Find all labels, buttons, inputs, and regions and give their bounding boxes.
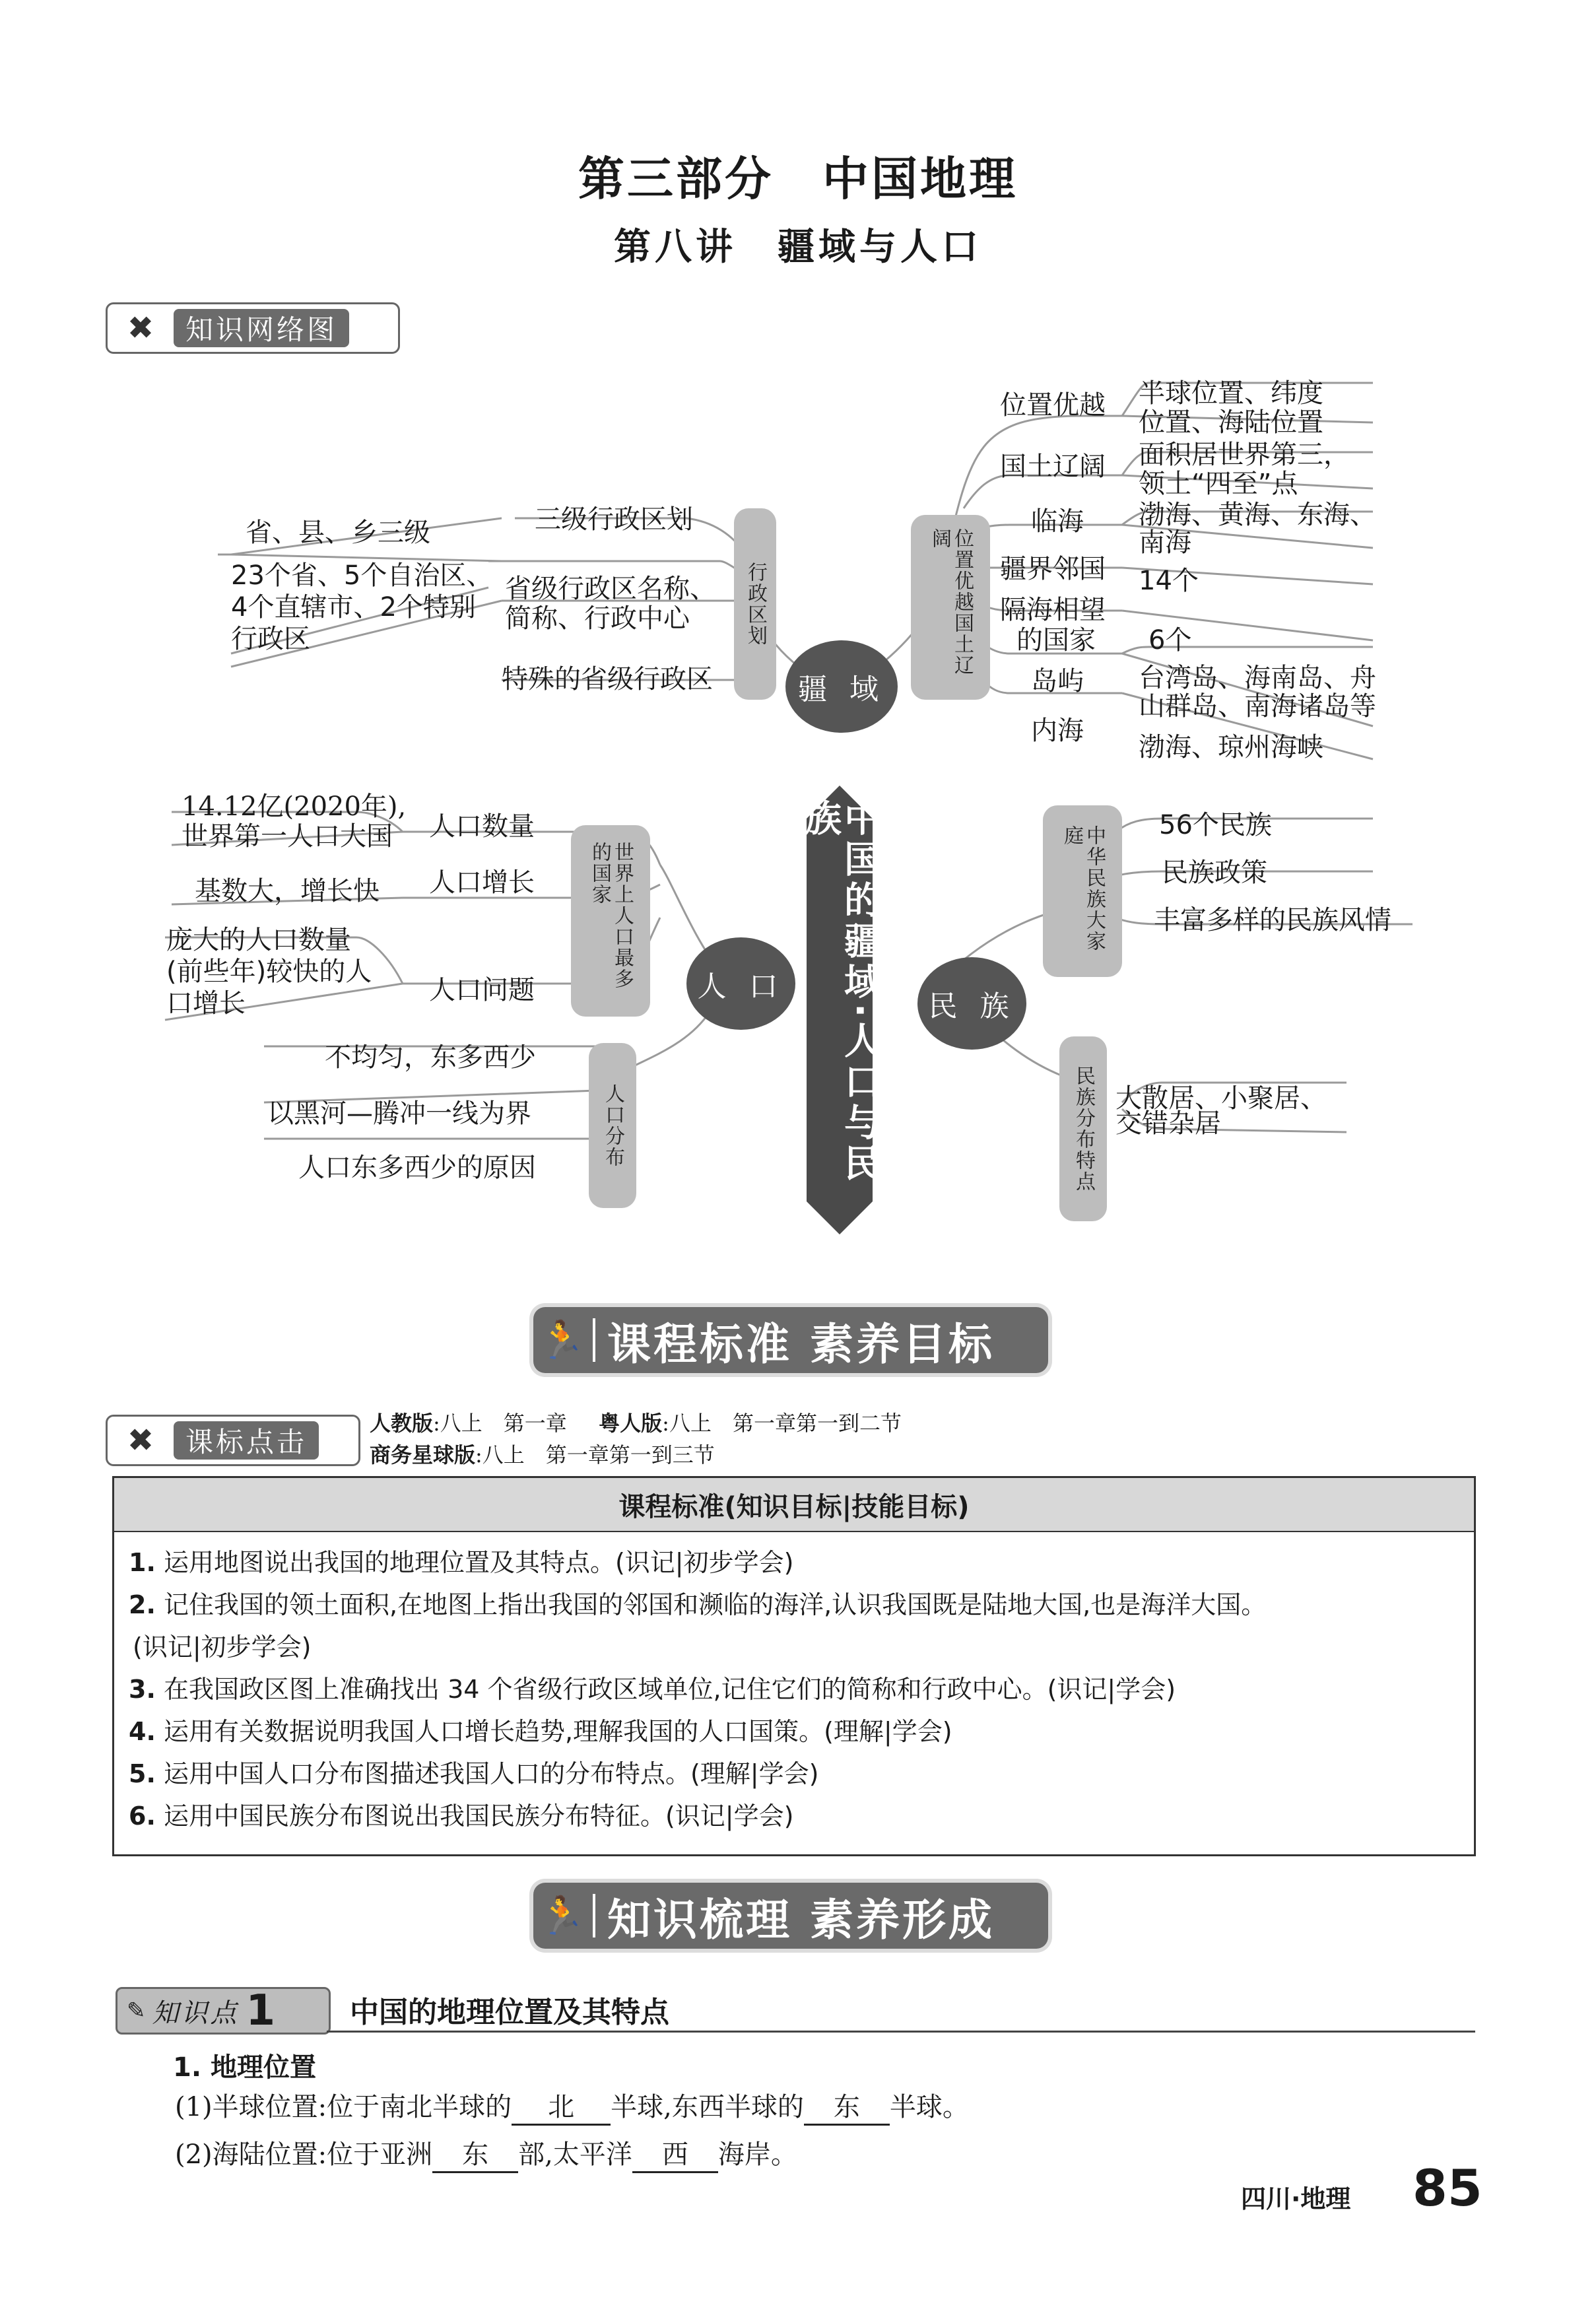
course-standards-box [112,1476,1476,1856]
branch-population-distribution: 人口分布 [589,1043,636,1208]
pencil-icon: ✎ [127,1998,146,2024]
lecture-title: 第八讲 疆域与人口 [614,226,982,269]
position-item: 国土辽阔 [1000,452,1106,482]
divider [327,2031,1475,2033]
standards-box-header: 课程标准(知识目标|技能目标) [114,1478,1474,1532]
branch-population-world: 世界上人口最多的国家 [571,825,650,1017]
standard-item: 2. 记住我国的领土面积,在地图上指出我国的邻国和濒临的海洋,认识我国既是陆地大国,也是海洋大国。 [129,1590,1267,1619]
population-detail: 基数大，增长快 [195,876,380,906]
branch-admin: 行政区划 [734,508,776,700]
subsection-title: 1. 地理位置 [173,2052,316,2083]
admin-item: 特殊的省级行政区 [502,664,713,694]
ethnic-item: 56个民族 [1159,810,1272,840]
hub-ethnic: 民 族 [917,957,1026,1050]
position-item: 临海 [1031,506,1084,537]
branch-ethnic-distribution: 民族分布特点 [1059,1036,1107,1221]
branch-position: 位置优越国土辽阔 [911,515,990,700]
position-item: 疆界邻国 [1000,554,1106,584]
hub-territory: 疆 域 [785,640,898,733]
position-detail: 半球位置、纬度 [1139,378,1323,409]
ethnic-item: 民族政策 [1162,858,1267,888]
cross-icon: ✖ [127,1422,154,1459]
position-item: 位置优越 [1000,390,1106,421]
branch-ethnic-family: 中华民族大家庭 [1043,805,1122,977]
population-distribution-item: 人口东多西少的原因 [298,1153,536,1183]
center-topic: 中国的疆域·人口与民族 [799,799,881,1186]
fill-line-hemisphere: (1)半球位置:位于南北半球的 北 半球,东西半球的 东 半球。 [175,2086,969,2126]
knowledge-network-tag [106,302,400,354]
population-item: 人口数量 [429,811,535,842]
standard-item: (识记|初步学会) [133,1633,312,1662]
standard-item: 3. 在我国政区图上准确找出 34 个省级行政区域单位,记住它们的简称和行政中心。(识记|学会) [129,1675,1176,1704]
position-item: 隔海相望 [1000,595,1106,625]
population-item: 人口问题 [429,975,535,1005]
population-detail: 庞大的人口数量 [166,925,351,955]
tag-label: 课标点击 [174,1421,319,1460]
admin-item: 三级行政区划 [535,504,693,535]
stairs-icon: 🏃 [533,1894,595,1937]
part-title: 第三部分 中国地理 [578,151,1018,206]
admin-item: 省级行政区名称、 [505,574,716,604]
answer-blank[interactable]: 北 [512,2086,611,2126]
knowledge-point-tag: ✎ 知识点 1 [116,1987,331,2035]
position-detail: 6个 [1148,625,1192,656]
standard-item: 4. 运用有关数据说明我国人口增长趋势,理解我国的人口国策。(理解|学会) [129,1717,952,1746]
population-detail: 14.12亿(2020年), [182,791,407,822]
position-detail: 山群岛、南海诸岛等 [1139,691,1376,722]
population-distribution-item: 不均匀，东多西少 [325,1042,536,1073]
standards-tag [106,1415,360,1466]
position-detail: 台湾岛、海南岛、舟 [1139,663,1376,693]
admin-detail: 省、县、乡三级 [246,518,430,548]
footer-region: 四川·地理 [1241,2184,1351,2213]
ethnic-distribution-detail: 交错杂居 [1115,1108,1221,1139]
fill-line-land-sea: (2)海陆位置:位于亚洲 东 部,太平洋 西 海岸。 [175,2134,797,2173]
ethnic-distribution-detail: 大散居、小聚居、 [1115,1083,1327,1114]
standard-item: 5. 运用中国人口分布图描述我国人口的分布特点。(理解|学会) [129,1759,819,1788]
answer-blank[interactable]: 西 [632,2134,718,2173]
position-item: 的国家 [1016,625,1096,656]
answer-blank[interactable]: 东 [804,2086,890,2126]
tag-label: 知识网络图 [174,309,349,347]
edition-info: 人教版:八上 第一章 粤人版:八上 第一章第一到二节 商务星球版:八上 第一章第一到三节 [370,1411,902,1467]
standard-item: 1. 运用地图说出我国的地理位置及其特点。(识记|初步学会) [129,1548,794,1577]
standards-list [114,1532,1474,1837]
position-detail: 领土“四至”点 [1139,469,1298,499]
position-detail: 渤海、琼州海峡 [1139,732,1323,762]
population-detail: (前些年)较快的人 [166,957,372,987]
position-detail: 面积居世界第三， [1139,440,1350,470]
banner-knowledge-review: 🏃 知识梳理 素养形成 [533,1883,1048,1949]
admin-item: 简称、行政中心 [505,603,690,634]
knowledge-point-title: 中国的地理位置及其特点 [350,1996,669,2029]
mind-map [0,356,1596,1281]
ethnic-item: 丰富多样的民族风情 [1154,905,1391,935]
answer-blank[interactable]: 东 [432,2134,518,2173]
position-detail: 14个 [1139,566,1199,596]
population-item: 人口增长 [429,867,535,898]
position-item: 岛屿 [1031,666,1084,696]
population-detail: 世界第一人口大国 [182,821,393,852]
banner-course-standards: 🏃 课程标准 素养目标 [533,1307,1048,1373]
hub-population: 人 口 [686,937,795,1030]
admin-detail: 23个省、5个自治区、 [231,560,493,591]
position-detail: 渤海、黄海、东海、 [1139,500,1376,530]
standard-item: 6. 运用中国民族分布图说出我国民族分布特征。(识记|学会) [129,1801,794,1831]
population-detail: 口增长 [166,988,246,1019]
population-distribution-item: 以黑河—腾冲一线为界 [267,1098,531,1129]
cross-icon: ✖ [127,310,154,347]
admin-detail: 行政区 [231,624,310,654]
admin-detail: 4个直辖市、2个特别 [231,592,476,623]
position-detail: 南海 [1139,527,1191,558]
position-detail: 位置、海陆位置 [1139,407,1323,438]
position-item: 内海 [1031,716,1084,746]
page-number: 85 [1413,2159,1482,2217]
runner-icon: 🏃 [533,1318,595,1362]
